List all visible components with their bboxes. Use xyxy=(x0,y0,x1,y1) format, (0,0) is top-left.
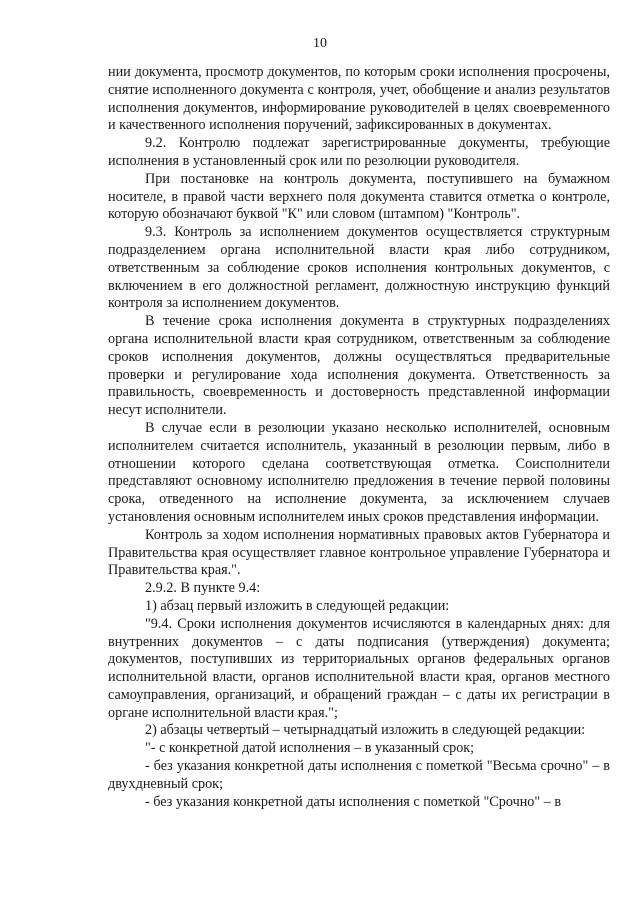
paragraph: - без указания конкретной даты исполнения с пометкой "Срочно" – в xyxy=(145,793,562,810)
paragraph: 2) абзацы четвертый – четырнадцатый изложить в следующей редакции: xyxy=(145,722,586,739)
paragraph: 2.9.2. В пункте 9.4: xyxy=(145,580,261,597)
document-body xyxy=(108,64,610,811)
paragraph: "- с конкретной датой исполнения – в указанный срок; xyxy=(145,740,475,757)
paragraph: В течение срока исполнения документа в структурных подразделениях органа исполнительной власти края сотрудником, ответственным за соблюдение сроков исполнения документов, должны осуществляться предварительные проверки и регулирование хода исполнения документа. Ответственность за правильность, своевременность и достоверность представленной информации несут исполнители. xyxy=(108,313,610,419)
paragraph: 9.2. Контролю подлежат зарегистрированные документы, требующие исполнения в установленный срок или по резолюции руководителя. xyxy=(108,135,610,169)
paragraph: 1) абзац первый изложить в следующей редакции: xyxy=(145,597,450,614)
paragraph: При постановке на контроль документа, поступившего на бумажном носителе, в правой части верхнего поля документа ставится отметка о контроле, которую обозначают буквой "К" или словом (штампом) "Контроль". xyxy=(108,170,610,223)
paragraph: "9.4. Сроки исполнения документов исчисляются в календарных днях: для внутренних документов – с даты подписания (утверждения) документа; документов, поступивших из территориальных органов федеральных органов исполнительной власти, органов исполнительной власти края, органов местного самоуправления, организаций, и обращений граждан – с даты их регистрации в органе исполнительной власти края."; xyxy=(108,615,610,721)
paragraph: нии документа, просмотр документов, по которым сроки исполнения просрочены, снятие исполненного документа с контроля, учет, обобщение и анализ результатов исполнения документов, информирование руководителей в целях своевременного и качественного исполнения поручений, зафиксированных в документах. xyxy=(108,64,610,134)
paragraph: В случае если в резолюции указано несколько исполнителей, основным исполнителем считается исполнитель, указанный в резолюции первым, либо в отношении которого сделана соответствующая отметка. Соисполнители представляют основному исполнителю предложения в течение первой половины срока, отведенного на исполнение документа, за исключением случаев установления основным исполнителем иных сроков представления информации. xyxy=(108,419,610,525)
paragraph: Контроль за ходом исполнения нормативных правовых актов Губернатора и Правительства края осуществляет главное контрольное управление Губернатора и Правительства края.". xyxy=(108,526,610,579)
paragraph: - без указания конкретной даты исполнения с пометкой "Весьма срочно" – в двухдневный срок; xyxy=(108,758,610,792)
paragraph: 9.3. Контроль за исполнением документов осуществляется структурным подразделением органа исполнительной власти края либо сотрудником, ответственным за соблюдение сроков исполнения контрольных документов, с включением в его должностной регламент, должностную инструкцию функций контроля за исполнением документов. xyxy=(108,224,610,312)
page-number: 10 xyxy=(313,36,327,51)
